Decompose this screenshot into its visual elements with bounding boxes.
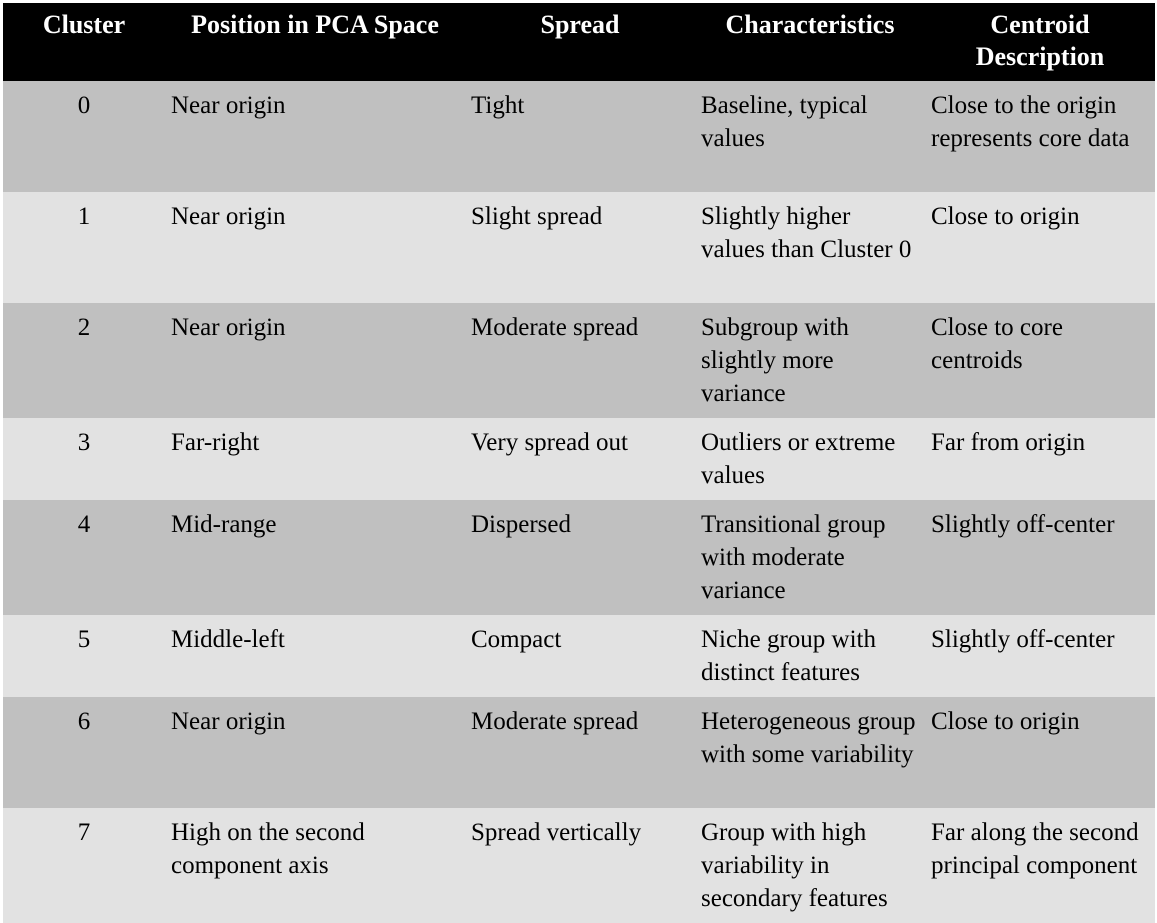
cell-cluster: 2 — [3, 303, 165, 418]
table-row — [3, 303, 1155, 418]
cell-position: Far-right — [165, 418, 465, 500]
cell-cluster: 4 — [3, 500, 165, 615]
cell-spread: Compact — [465, 615, 695, 697]
cell-characteristics: Outliers or extreme values — [695, 418, 925, 500]
cell-cluster: 0 — [3, 81, 165, 192]
cell-spread: Tight — [465, 81, 695, 192]
cell-cluster: 7 — [3, 808, 165, 923]
cell-position: Near origin — [165, 192, 465, 303]
cluster-table-container — [3, 3, 1155, 923]
cell-spread: Dispersed — [465, 500, 695, 615]
table-row — [3, 500, 1155, 615]
cell-centroid-description: Close to core centroids — [925, 303, 1155, 418]
table-row — [3, 808, 1155, 923]
cell-characteristics: Niche group with distinct features — [695, 615, 925, 697]
cell-position: Mid-range — [165, 500, 465, 615]
cell-centroid-description: Slightly off-center — [925, 500, 1155, 615]
table-header — [3, 3, 1155, 81]
cell-characteristics: Group with high variability in secondary features — [695, 808, 925, 923]
cell-cluster: 1 — [3, 192, 165, 303]
cell-spread: Moderate spread — [465, 303, 695, 418]
header-spread: Spread — [465, 3, 695, 81]
cell-centroid-description: Close to origin — [925, 697, 1155, 808]
cell-spread: Very spread out — [465, 418, 695, 500]
header-cluster: Cluster — [3, 3, 165, 81]
header-centroid-description: Centroid Description — [925, 3, 1155, 81]
cell-centroid-description: Far from origin — [925, 418, 1155, 500]
cell-position: Middle-left — [165, 615, 465, 697]
cell-characteristics: Transitional group with moderate variance — [695, 500, 925, 615]
cell-position: Near origin — [165, 697, 465, 808]
cell-centroid-description: Far along the second principal component — [925, 808, 1155, 923]
header-row — [3, 3, 1155, 81]
header-characteristics: Characteristics — [695, 3, 925, 81]
cell-characteristics: Subgroup with slightly more variance — [695, 303, 925, 418]
table-row — [3, 615, 1155, 697]
cell-cluster: 5 — [3, 615, 165, 697]
cell-position: Near origin — [165, 303, 465, 418]
cluster-table — [3, 3, 1155, 923]
table-row — [3, 81, 1155, 192]
cell-centroid-description: Close to the origin represents core data — [925, 81, 1155, 192]
cell-cluster: 6 — [3, 697, 165, 808]
table-row — [3, 697, 1155, 808]
cell-position: High on the second component axis — [165, 808, 465, 923]
cell-cluster: 3 — [3, 418, 165, 500]
cell-characteristics: Baseline, typical values — [695, 81, 925, 192]
header-position: Position in PCA Space — [165, 3, 465, 81]
cell-characteristics: Slightly higher values than Cluster 0 — [695, 192, 925, 303]
table-body — [3, 81, 1155, 923]
cell-position: Near origin — [165, 81, 465, 192]
table-row — [3, 192, 1155, 303]
cell-characteristics: Heterogeneous group with some variability — [695, 697, 925, 808]
cell-centroid-description: Close to origin — [925, 192, 1155, 303]
cell-spread: Moderate spread — [465, 697, 695, 808]
cell-spread: Slight spread — [465, 192, 695, 303]
cell-centroid-description: Slightly off-center — [925, 615, 1155, 697]
table-row — [3, 418, 1155, 500]
cell-spread: Spread vertically — [465, 808, 695, 923]
